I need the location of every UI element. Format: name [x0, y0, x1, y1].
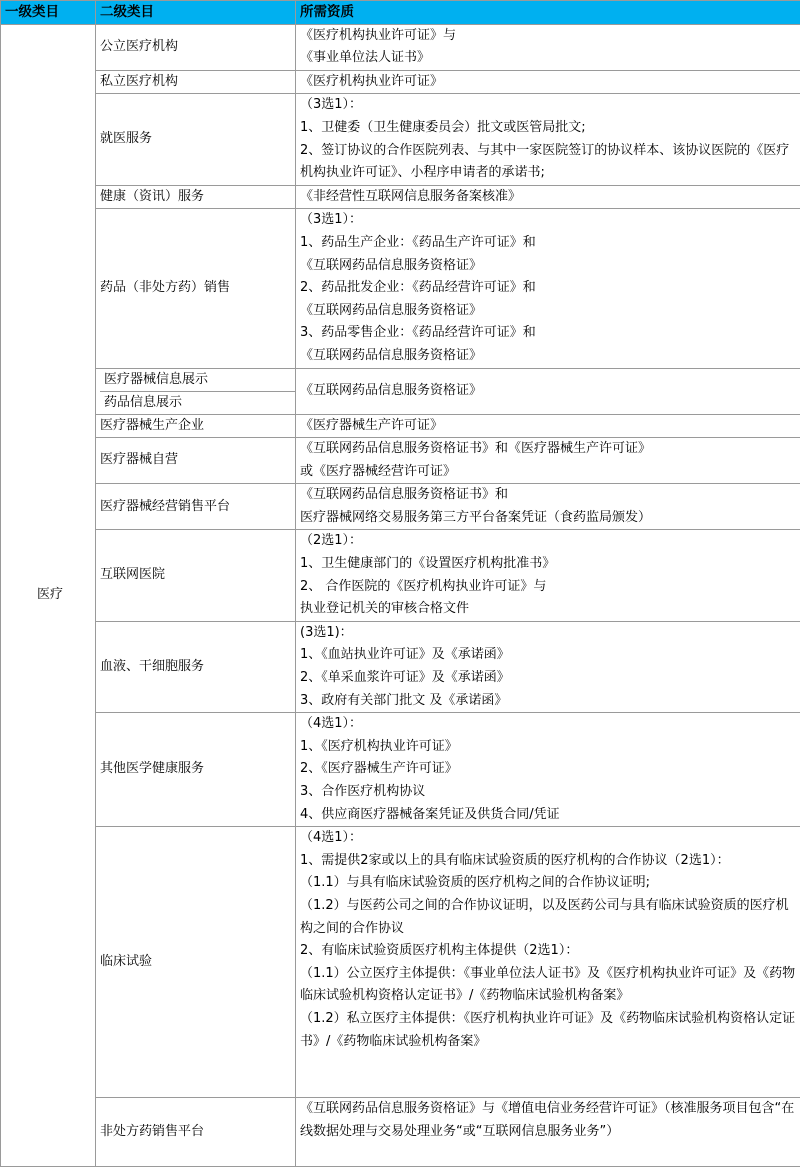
qualification-line: 4、供应商医疗器械备案凭证及供货合同/凭证 [300, 804, 800, 827]
qualification-cell [296, 484, 800, 530]
table-row [1, 185, 800, 209]
header-level1: 一级类目 [1, 1, 96, 25]
table-row [1, 368, 800, 414]
qualification-line: 《互联网药品信息服务资格证》 [300, 345, 800, 368]
qualification-line: 1、药品生产企业：《药品生产许可证》和 [300, 232, 800, 255]
table-row [1, 414, 800, 438]
level2-category: 互联网医院 [96, 530, 296, 621]
table-row [1, 24, 800, 70]
header-qualification: 所需资质 [296, 1, 800, 25]
qualification-line: 执业登记机关的审核合格文件 [300, 598, 800, 621]
qualification-line: 2、《单采血浆许可证》及《承诺函》 [300, 667, 800, 690]
qualification-line: （3选1）： [300, 94, 800, 117]
table-row [1, 70, 800, 94]
level2-category: 临床试验 [96, 827, 296, 1098]
level2-category [96, 368, 296, 414]
qualification-cell [296, 368, 800, 414]
qualification-line: 1、需提供2家或以上的具有临床试验资质的医疗机构的合作协议（2选1）： [300, 850, 800, 873]
qualification-line: 《医疗器械生产许可证》 [300, 415, 800, 438]
qualification-line: 2、 合作医院的《医疗机构执业许可证》与 [300, 576, 800, 599]
header-row [1, 1, 800, 25]
qualification-line: 1、卫生健康部门的《设置医疗机构批准书》 [300, 553, 800, 576]
qualification-cell [296, 414, 800, 438]
table-row [1, 713, 800, 827]
qualification-cell [296, 827, 800, 1098]
qualification-line: 3、药品零售企业：《药品经营许可证》和 [300, 322, 800, 345]
qualification-cell [296, 621, 800, 712]
qualification-cell [296, 209, 800, 368]
qualification-line: 《互联网药品信息服务资格证书》和 [300, 484, 800, 507]
qualification-line: （2选1）： [300, 530, 800, 553]
qualification-line: （1.1）公立医疗主体提供：《事业单位法人证书》及《医疗机构执业许可证》及《药物临床试验机构资格认定证书》/《药物临床试验机构备案》 [300, 963, 800, 1008]
level2-category: 健康（资讯）服务 [96, 185, 296, 209]
level2-category-label: 药品信息展示 [100, 392, 295, 414]
qualification-cell [296, 70, 800, 94]
level2-category: 私立医疗机构 [96, 70, 296, 94]
qualification-line: 《医疗机构执业许可证》与 [300, 25, 800, 48]
qualification-line: 1、《血站执业许可证》及《承诺函》 [300, 644, 800, 667]
level2-category: 血液、干细胞服务 [96, 621, 296, 712]
level2-category: 就医服务 [96, 94, 296, 185]
qualification-line: （4选1）： [300, 713, 800, 736]
table-row [1, 530, 800, 621]
qualification-line: 《互联网药品信息服务资格证》 [300, 255, 800, 278]
level2-category: 医疗器械生产企业 [96, 414, 296, 438]
qualification-line: 2、药品批发企业：《药品经营许可证》和 [300, 277, 800, 300]
level2-category: 公立医疗机构 [96, 24, 296, 70]
qualification-line: 《互联网药品信息服务资格证》 [300, 300, 800, 323]
qualification-line: (3选1)： [300, 622, 800, 645]
level2-category: 医疗器械经营销售平台 [96, 484, 296, 530]
qualification-line: 2、签订协议的合作医院列表、与其中一家医院签订的协议样本、该协议医院的《医疗机构执业许可证》、小程序申请者的承诺书; [300, 140, 800, 185]
qualification-line: 或《医疗器械经营许可证》 [300, 461, 800, 484]
level2-category: 非处方药销售平台 [96, 1098, 296, 1167]
qualification-cell [296, 1098, 800, 1167]
qualification-cell [296, 530, 800, 621]
qualification-line: （3选1）： [300, 209, 800, 232]
qualification-line: （1.1）与具有临床试验资质的医疗机构之间的合作协议证明; [300, 872, 800, 895]
header-level2: 二级类目 [96, 1, 296, 25]
qualification-line: 《互联网药品信息服务资格证》与《增值电信业务经营许可证》（核准服务项目包含“在线数据处理与交易处理业务“或“互联网信息服务业务”） [300, 1098, 800, 1143]
qualification-line: 1、卫健委（卫生健康委员会）批文或医管局批文; [300, 117, 800, 140]
qualification-line: （1.2）私立医疗主体提供：《医疗机构执业许可证》及《药物临床试验机构资格认定证书》/《药物临床试验机构备案》 [300, 1008, 800, 1053]
qualification-line: 2、有临床试验资质医疗机构主体提供（2选1）： [300, 940, 800, 963]
qualification-cell [296, 438, 800, 484]
table-row [1, 827, 800, 1098]
level2-category: 药品（非处方药）销售 [96, 209, 296, 368]
level2-category: 医疗器械自营 [96, 438, 296, 484]
qualification-line: 《互联网药品信息服务资格证书》和《医疗器械生产许可证》 [300, 438, 800, 461]
qualification-line: 1、《医疗机构执业许可证》 [300, 736, 800, 759]
qualification-line: 2、《医疗器械生产许可证》 [300, 758, 800, 781]
table-row [1, 209, 800, 368]
qualification-line: 3、政府有关部门批文 及《承诺函》 [300, 690, 800, 713]
table-row [1, 484, 800, 530]
qualification-line: （4选1）： [300, 827, 800, 850]
qualification-line: 《非经营性互联网信息服务备案核准》 [300, 186, 800, 209]
table-row [1, 1098, 800, 1167]
qualification-line: （1.2）与医药公司之间的合作协议证明，以及医药公司与具有临床试验资质的医疗机构之间的合作协议 [300, 895, 800, 940]
qualification-line: 《事业单位法人证书》 [300, 47, 800, 70]
qualification-line: 《医疗机构执业许可证》 [300, 71, 800, 94]
qualification-line: 《互联网药品信息服务资格证》 [300, 380, 800, 403]
table-row [1, 621, 800, 712]
qualification-line: 3、合作医疗机构协议 [300, 781, 800, 804]
qualification-line: 医疗器械网络交易服务第三方平台备案凭证（食药监局颁发） [300, 507, 800, 530]
table-row [1, 438, 800, 484]
qualification-cell [296, 713, 800, 827]
level2-category: 其他医学健康服务 [96, 713, 296, 827]
qualification-cell [296, 185, 800, 209]
level1-category: 医疗 [1, 24, 96, 1167]
qualification-cell [296, 24, 800, 70]
qualification-cell [296, 94, 800, 185]
level2-category-label: 医疗器械信息展示 [100, 369, 295, 392]
table-row [1, 94, 800, 185]
